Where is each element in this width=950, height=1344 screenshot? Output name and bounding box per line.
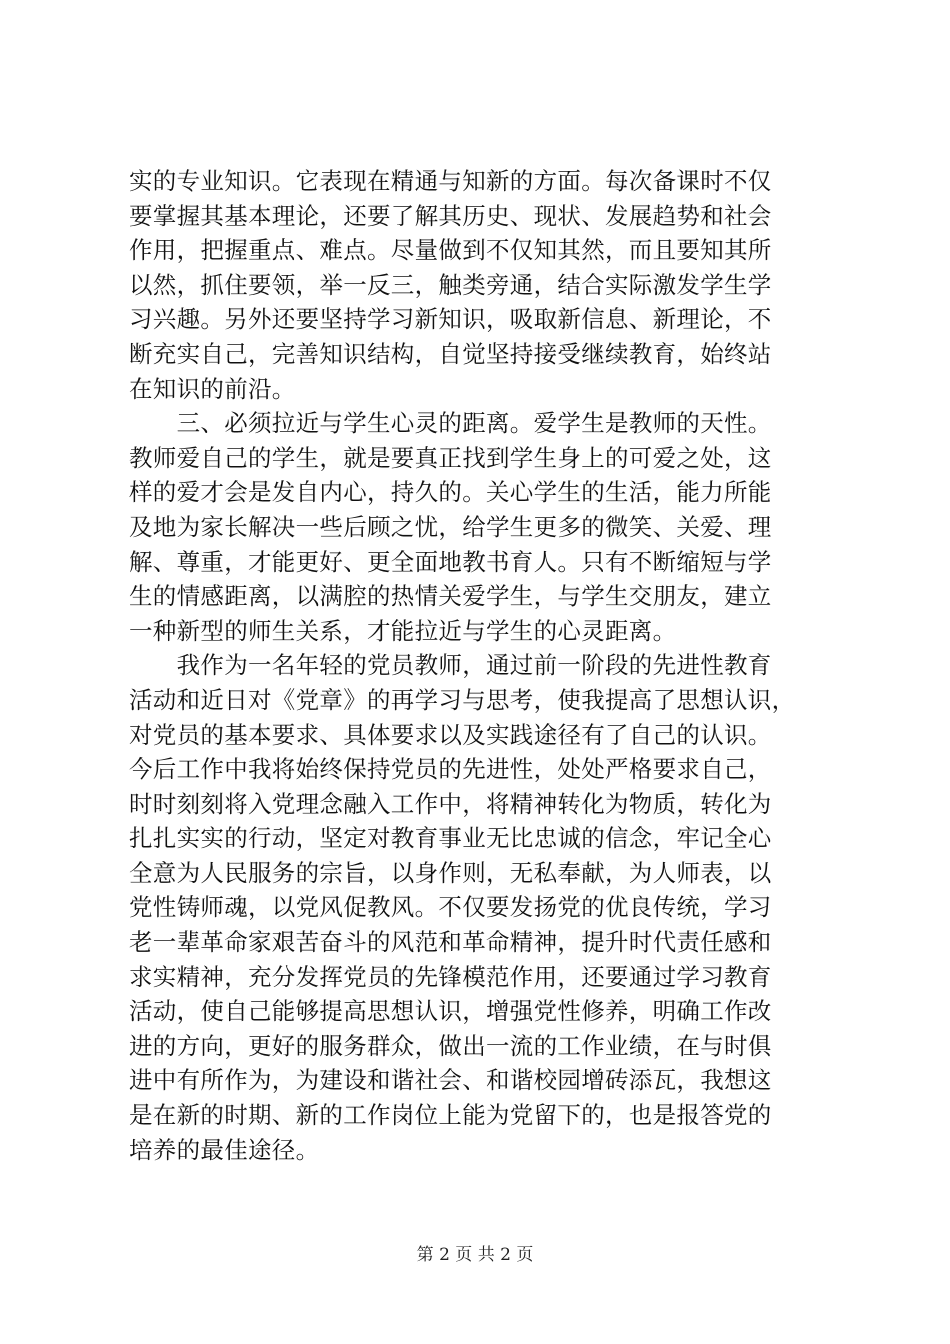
text-line: 一种新型的师生关系，才能拉近与学生的心灵距离。	[129, 616, 677, 645]
text-line: 今后工作中我将始终保持党员的先进性，处处严格要求自己，	[129, 755, 772, 784]
text-line: 要掌握其基本理论，还要了解其历史、现状、发展趋势和社会	[129, 201, 772, 230]
text-line: 三、必须拉近与学生心灵的距离。爱学生是教师的天性。	[129, 409, 772, 438]
text-line: 活动，使自己能够提高思想认识，增强党性修养，明确工作改	[129, 997, 772, 1026]
text-line: 扎扎实实的行动，坚定对教育事业无比忠诚的信念，牢记全心	[129, 824, 772, 853]
text-line: 及地为家长解决一些后顾之忧，给学生更多的微笑、关爱、理	[129, 512, 772, 541]
text-line: 我作为一名年轻的党员教师，通过前一阶段的先进性教育	[129, 651, 772, 680]
text-line: 实的专业知识。它表现在精通与知新的方面。每次备课时不仅	[129, 167, 772, 195]
text-line: 样的爱才会是发自内心，持久的。关心学生的生活，能力所能	[129, 478, 772, 507]
text-line: 是在新的时期、新的工作岗位上能为党留下的，也是报答党的	[129, 1101, 772, 1130]
text-line: 教师爱自己的学生，就是要真正找到学生身上的可爱之处，这	[129, 443, 772, 472]
text-line: 老一辈革命家艰苦奋斗的风范和革命精神，提升时代责任感和	[129, 928, 772, 957]
text-line: 对党员的基本要求、具体要求以及实践途径有了自己的认识。	[129, 720, 772, 749]
text-line: 在知识的前沿。	[129, 374, 296, 403]
text-line: 时时刻刻将入党理念融入工作中，将精神转化为物质，转化为	[129, 789, 772, 818]
text-line: 以然，抓住要领，举一反三，触类旁通，结合实际激发学生学	[129, 270, 772, 299]
text-line: 生的情感距离，以满腔的热情关爱学生，与学生交朋友，建立	[129, 582, 772, 611]
text-line: 作用，把握重点、难点。尽量做到不仅知其然，而且要知其所	[129, 236, 772, 265]
text-line: 活动和近日对《党章》的再学习与思考，使我提高了思想认识，	[129, 685, 796, 714]
text-line: 进中有所作为，为建设和谐社会、和谐校园增砖添瓦，我想这	[129, 1066, 772, 1095]
text-line: 培养的最佳途径。	[129, 1135, 320, 1164]
text-line: 求实精神，充分发挥党员的先锋模范作用，还要通过学习教育	[129, 962, 772, 991]
body-text	[129, 164, 829, 1167]
text-line: 解、尊重，才能更好、更全面地教书育人。只有不断缩短与学	[129, 547, 772, 576]
page-number-footer: 第 2 页 共 2 页	[416, 1245, 534, 1265]
text-line: 进的方向，更好的服务群众，做出一流的工作业绩，在与时俱	[129, 1031, 772, 1060]
text-line: 习兴趣。另外还要坚持学习新知识，吸取新信息、新理论，不	[129, 305, 772, 334]
text-line: 断充实自己，完善知识结构，自觉坚持接受继续教育，始终站	[129, 339, 772, 368]
text-line: 党性铸师魂，以党风促教风。不仅要发扬党的优良传统，学习	[129, 893, 772, 922]
text-line: 全意为人民服务的宗旨，以身作则，无私奉献，为人师表，以	[129, 858, 772, 887]
